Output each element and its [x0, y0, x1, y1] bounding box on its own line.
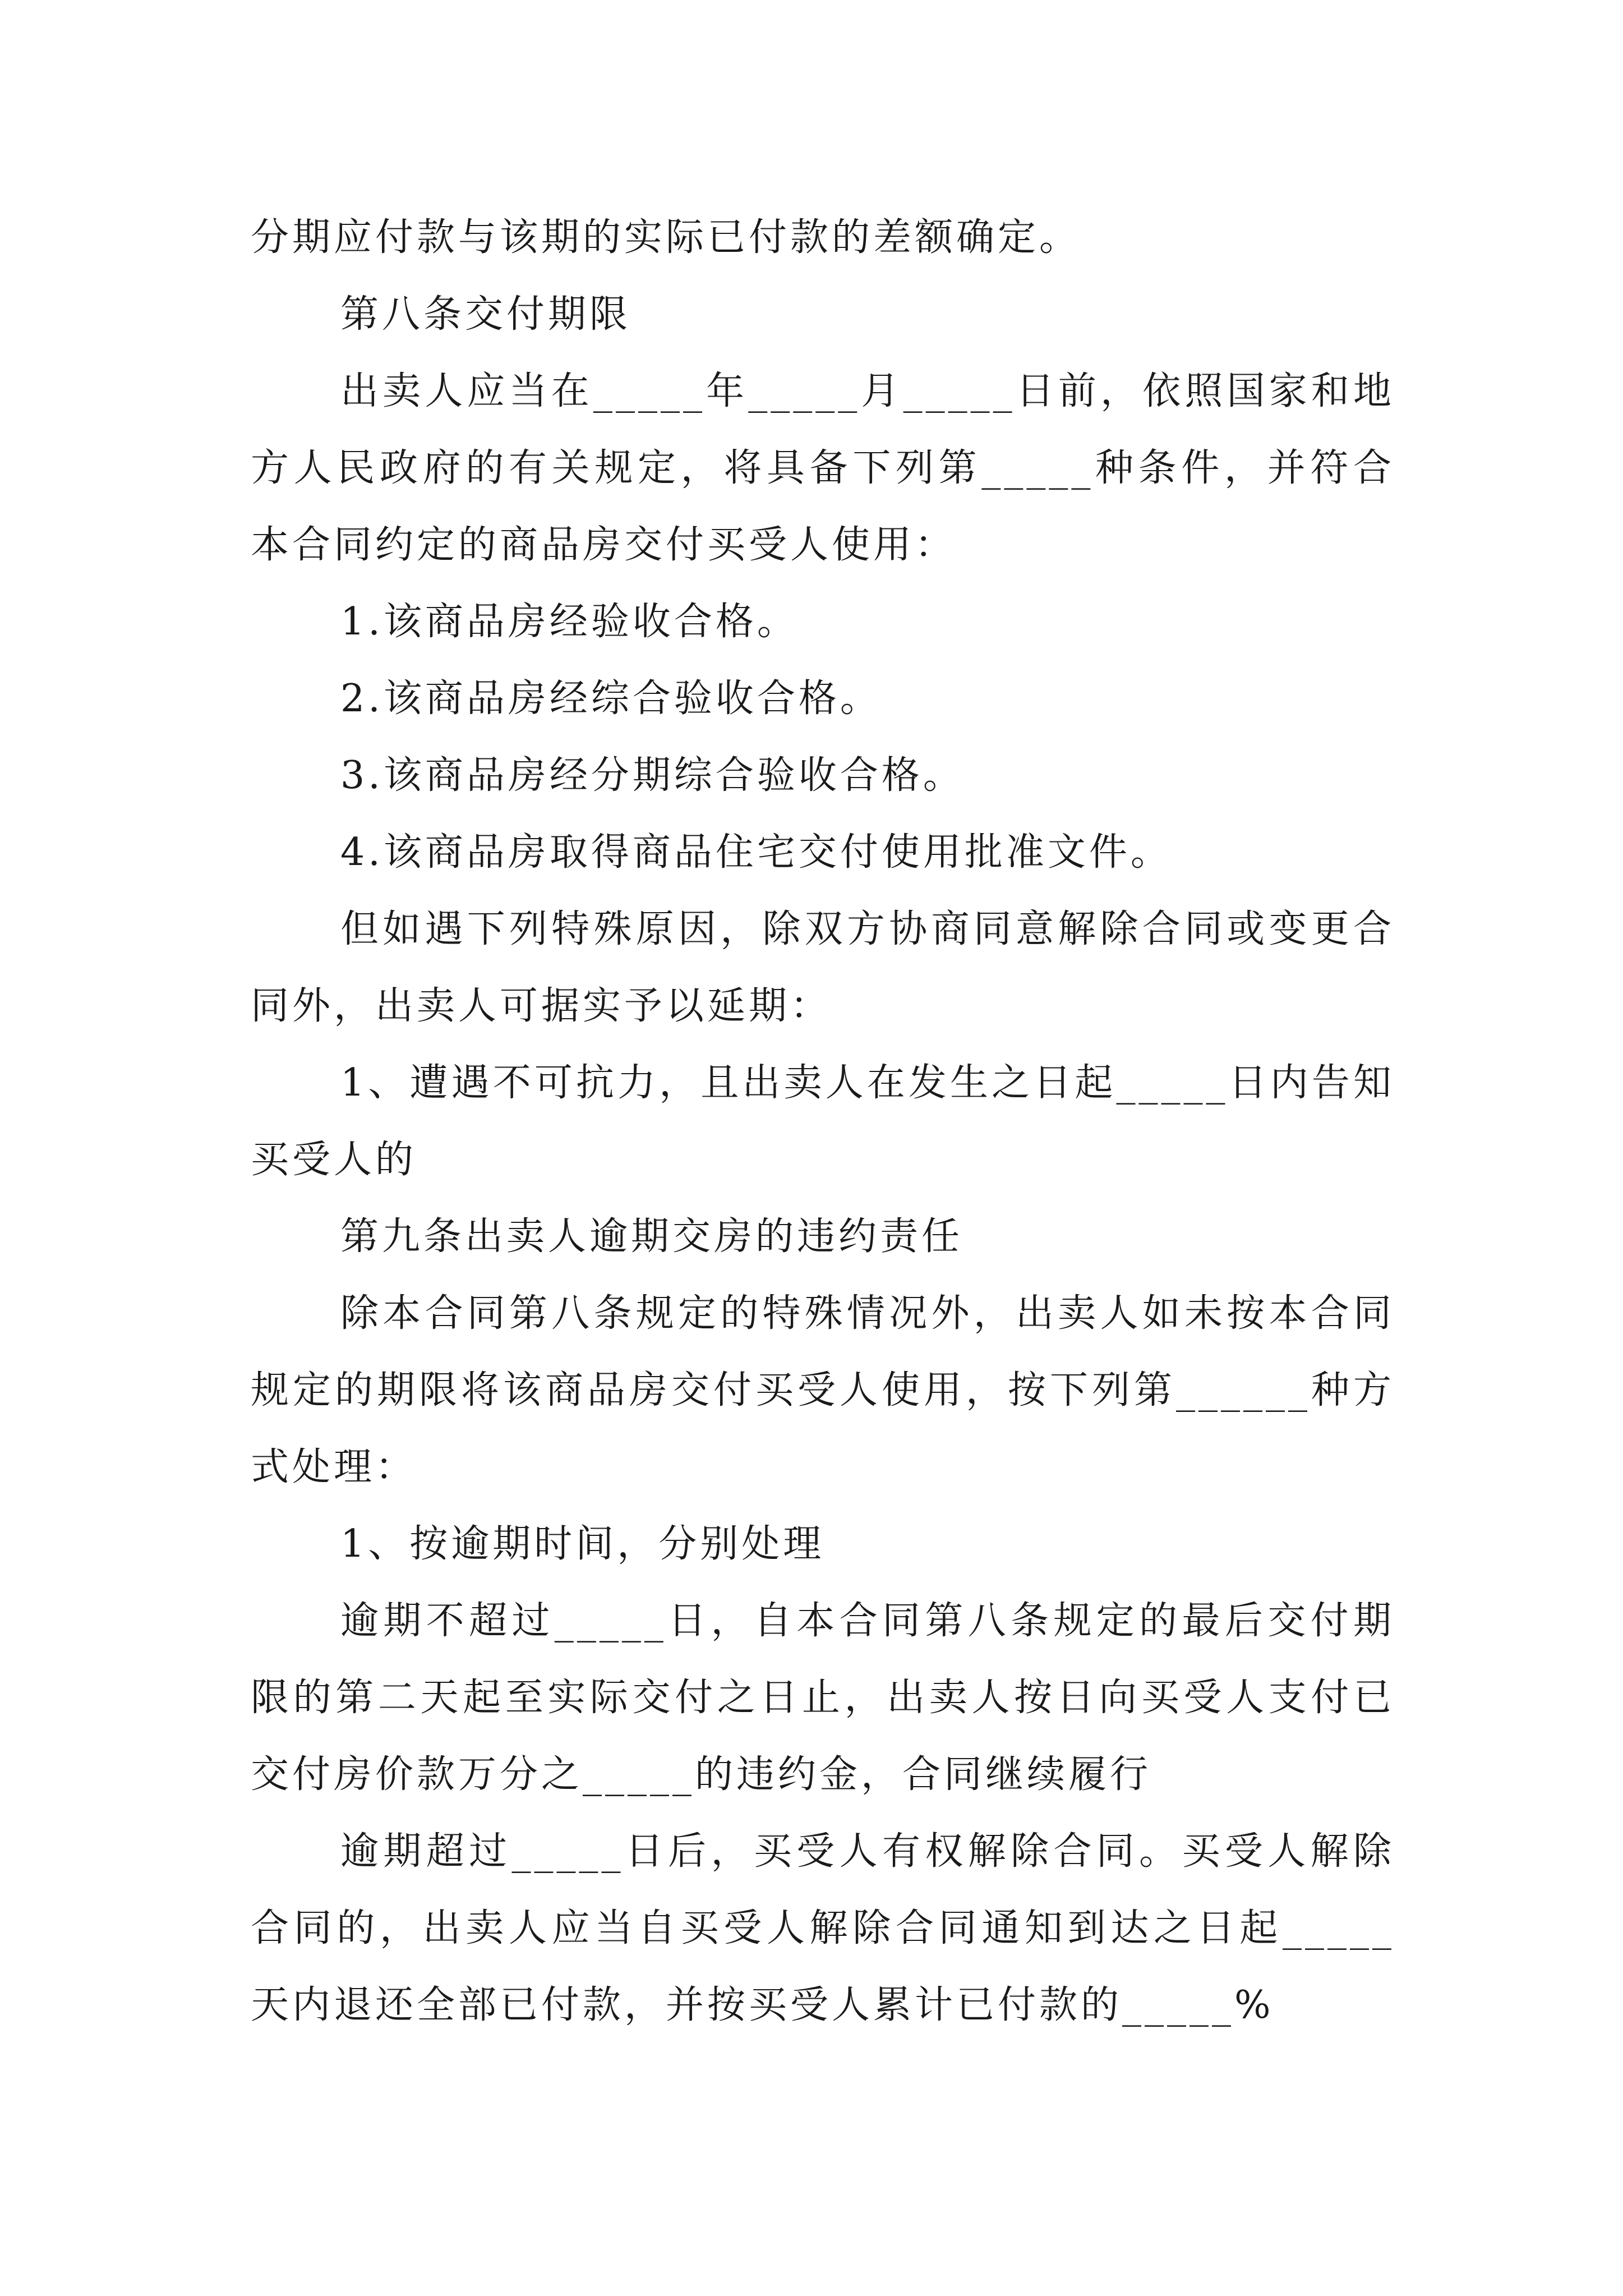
- paragraph-special-reasons: 但如遇下列特殊原因，除双方协商同意解除合同或变更合同外，出卖人可据实予以延期：: [251, 907, 1395, 1028]
- document-body: [251, 199, 1395, 2044]
- condition-item-3: 3.该商品房经分期综合验收合格。: [340, 753, 965, 798]
- special-reason-item-1: 1、遭遇不可抗力，且出卖人在发生之日起_____日内告知买受人的: [251, 1061, 1395, 1182]
- condition-item-4: 4.该商品房取得商品住宅交付使用批准文件。: [340, 830, 1172, 875]
- paragraph-overdue-beyond: 逾期超过_____日后，买受人有权解除合同。买受人解除合同的，出卖人应当自买受人解除合同通知到达之日起_____天内退还全部已付款，并按买受人累计已付款的_____%: [251, 1829, 1395, 2027]
- condition-item-2: 2.该商品房经综合验收合格。: [340, 677, 882, 721]
- paragraph-late-delivery: 除本合同第八条规定的特殊情况外，出卖人如未按本合同规定的期限将该商品房交付买受人使用，按下列第______种方式处理：: [251, 1291, 1395, 1489]
- paragraph-overdue-within: 逾期不超过_____日，自本合同第八条规定的最后交付期限的第二天起至实际交付之日止，出卖人按日向买受人支付已交付房价款万分之_____的违约金，合同继续履行: [251, 1599, 1395, 1797]
- condition-item-1: 1.该商品房经验收合格。: [340, 600, 799, 644]
- paragraph-delivery-date: 出卖人应当在_____年_____月_____日前，依照国家和地方人民政府的有关规定，将具备下列第_____种条件，并符合本合同约定的商品房交付买受人使用：: [251, 369, 1395, 567]
- handling-item-1: 1、按逾期时间，分别处理: [340, 1522, 825, 1566]
- article-8-heading: 第八条交付期限: [340, 292, 631, 337]
- paragraph-1: 分期应付款与该期的实际已付款的差额确定。: [251, 215, 1081, 260]
- article-9-heading: 第九条出卖人逾期交房的违约责任: [340, 1214, 963, 1259]
